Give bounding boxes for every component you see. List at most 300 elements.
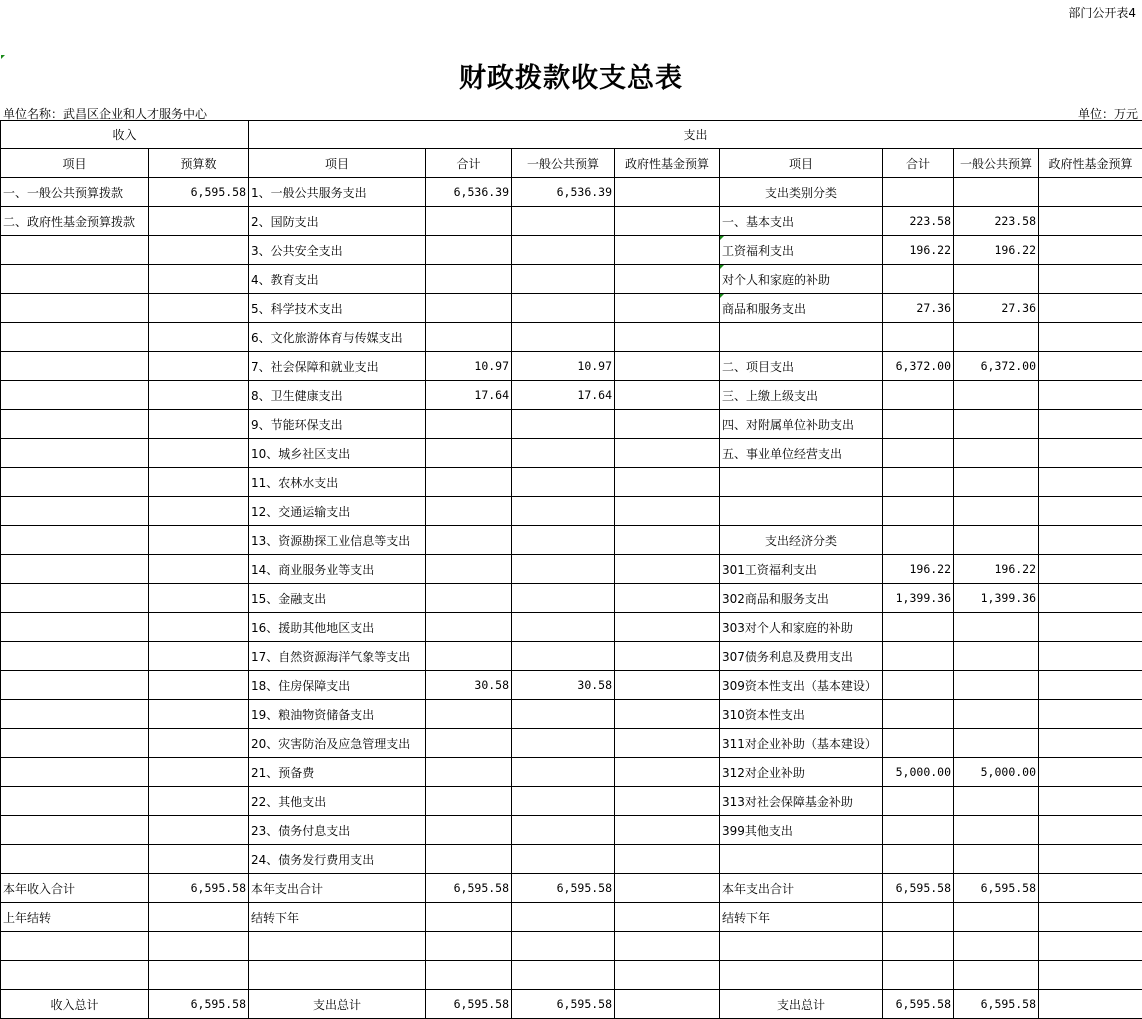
econ-general-cell: [954, 178, 1039, 207]
income-budget-cell: [149, 410, 249, 439]
income-budget-cell: [149, 236, 249, 265]
func-fund-cell: [615, 700, 720, 729]
econ-general-cell: 1,399.36: [954, 584, 1039, 613]
econ-fund-cell: [1039, 990, 1142, 1019]
income-item-cell: [1, 671, 149, 700]
econ-item-cell: 商品和服务支出: [720, 294, 883, 323]
econ-fund-cell: [1039, 700, 1142, 729]
func-general-cell: [512, 642, 615, 671]
income-budget-cell: [149, 961, 249, 990]
econ-general-cell: [954, 265, 1039, 294]
func-total-cell: 6,536.39: [426, 178, 512, 207]
income-budget-cell: [149, 468, 249, 497]
func-total-cell: [426, 555, 512, 584]
income-item-cell: [1, 729, 149, 758]
econ-item-cell: [720, 845, 883, 874]
table-row: [1, 816, 1142, 845]
income-budget-cell: [149, 352, 249, 381]
func-general-cell: [512, 294, 615, 323]
func-general-cell: [512, 758, 615, 787]
econ-general-cell: [954, 903, 1039, 932]
econ-total-cell: [883, 787, 954, 816]
func-total-cell: 17.64: [426, 381, 512, 410]
econ-general-cell: 6,595.58: [954, 874, 1039, 903]
func-total-cell: [426, 845, 512, 874]
econ-total-cell: [883, 497, 954, 526]
func-fund-header: 政府性基金预算: [615, 149, 720, 178]
econ-fund-cell: [1039, 642, 1142, 671]
func-fund-cell: [615, 642, 720, 671]
income-budget-cell: [149, 613, 249, 642]
func-total-cell: [426, 439, 512, 468]
income-item-cell: [1, 526, 149, 555]
func-total-cell: [426, 468, 512, 497]
income-item-cell: [1, 758, 149, 787]
econ-fund-cell: [1039, 961, 1142, 990]
econ-item-cell: 五、事业单位经营支出: [720, 439, 883, 468]
income-budget-cell: [149, 932, 249, 961]
econ-item-cell: 311对企业补助（基本建设）: [720, 729, 883, 758]
econ-general-cell: [954, 439, 1039, 468]
func-total-cell: [426, 497, 512, 526]
income-budget-cell: [149, 642, 249, 671]
income-item-header: 项目: [1, 149, 149, 178]
func-total-cell: [426, 642, 512, 671]
income-budget-cell: [149, 439, 249, 468]
func-general-cell: 30.58: [512, 671, 615, 700]
table-row: [1, 497, 1142, 526]
income-budget-cell: [149, 758, 249, 787]
func-general-cell: 6,595.58: [512, 874, 615, 903]
econ-total-cell: 27.36: [883, 294, 954, 323]
income-budget-cell: [149, 671, 249, 700]
func-fund-cell: [615, 410, 720, 439]
econ-total-cell: [883, 410, 954, 439]
income-budget-cell: [149, 381, 249, 410]
econ-general-cell: 6,372.00: [954, 352, 1039, 381]
econ-item-cell: [720, 323, 883, 352]
func-item-cell: 10、城乡社区支出: [249, 439, 426, 468]
income-item-cell: [1, 265, 149, 294]
func-general-cell: [512, 468, 615, 497]
econ-item-cell: 三、上缴上级支出: [720, 381, 883, 410]
econ-total-cell: [883, 845, 954, 874]
econ-general-cell: [954, 961, 1039, 990]
econ-total-cell: 196.22: [883, 555, 954, 584]
table-row: [1, 845, 1142, 874]
func-general-cell: [512, 555, 615, 584]
econ-general-cell: 223.58: [954, 207, 1039, 236]
econ-fund-cell: [1039, 613, 1142, 642]
func-fund-cell: [615, 526, 720, 555]
econ-total-cell: 6,595.58: [883, 874, 954, 903]
income-item-cell: [1, 323, 149, 352]
econ-item-header: 项目: [720, 149, 883, 178]
econ-fund-cell: [1039, 845, 1142, 874]
func-total-cell: [426, 207, 512, 236]
income-budget-cell: [149, 845, 249, 874]
econ-fund-cell: [1039, 816, 1142, 845]
income-budget-cell: [149, 729, 249, 758]
func-fund-cell: [615, 816, 720, 845]
header-row-sections: [1, 121, 1142, 149]
income-budget-cell: [149, 207, 249, 236]
income-item-cell: [1, 932, 149, 961]
table-row: [1, 758, 1142, 787]
econ-total-cell: [883, 381, 954, 410]
econ-item-cell: [720, 497, 883, 526]
econ-general-cell: [954, 642, 1039, 671]
func-fund-cell: [615, 439, 720, 468]
econ-item-cell: 303对个人和家庭的补助: [720, 613, 883, 642]
func-item-cell: 20、灾害防治及应急管理支出: [249, 729, 426, 758]
table-row: [1, 613, 1142, 642]
func-fund-cell: [615, 323, 720, 352]
income-budget-cell: [149, 265, 249, 294]
econ-item-cell: 302商品和服务支出: [720, 584, 883, 613]
func-fund-cell: [615, 845, 720, 874]
income-budget-cell: 6,595.58: [149, 874, 249, 903]
form-number-label: 部门公开表4: [1068, 6, 1136, 20]
econ-fund-cell: [1039, 468, 1142, 497]
econ-fund-cell: [1039, 410, 1142, 439]
func-total-cell: 30.58: [426, 671, 512, 700]
func-item-cell: 15、金融支出: [249, 584, 426, 613]
func-item-cell: 18、住房保障支出: [249, 671, 426, 700]
func-item-cell: 16、援助其他地区支出: [249, 613, 426, 642]
econ-fund-cell: [1039, 294, 1142, 323]
func-item-cell: 19、粮油物资储备支出: [249, 700, 426, 729]
func-fund-cell: [615, 584, 720, 613]
income-budget-cell: 6,595.58: [149, 990, 249, 1019]
func-fund-cell: [615, 207, 720, 236]
func-total-cell: [426, 410, 512, 439]
income-budget-cell: [149, 787, 249, 816]
func-item-cell: 23、债务付息支出: [249, 816, 426, 845]
income-item-cell: [1, 439, 149, 468]
func-general-cell: [512, 932, 615, 961]
econ-total-cell: [883, 903, 954, 932]
econ-total-cell: 5,000.00: [883, 758, 954, 787]
income-budget-header: 预算数: [149, 149, 249, 178]
func-general-cell: [512, 497, 615, 526]
econ-total-cell: [883, 439, 954, 468]
func-total-cell: 6,595.58: [426, 874, 512, 903]
econ-total-cell: [883, 265, 954, 294]
income-item-cell: [1, 381, 149, 410]
income-item-cell: [1, 961, 149, 990]
econ-item-cell: [720, 961, 883, 990]
income-budget-cell: [149, 584, 249, 613]
income-item-cell: [1, 816, 149, 845]
econ-general-cell: 5,000.00: [954, 758, 1039, 787]
func-total-cell: [426, 323, 512, 352]
income-item-cell: 二、政府性基金预算拨款: [1, 207, 149, 236]
func-total-cell: [426, 700, 512, 729]
func-general-cell: 10.97: [512, 352, 615, 381]
budget-table: [0, 120, 1142, 1019]
func-fund-cell: [615, 178, 720, 207]
income-item-cell: [1, 352, 149, 381]
econ-total-cell: 223.58: [883, 207, 954, 236]
func-general-cell: [512, 787, 615, 816]
func-general-cell: [512, 903, 615, 932]
income-item-cell: [1, 584, 149, 613]
func-item-cell: 24、债务发行费用支出: [249, 845, 426, 874]
table-row: [1, 352, 1142, 381]
econ-general-cell: [954, 410, 1039, 439]
func-item-cell: 11、农林水支出: [249, 468, 426, 497]
income-item-cell: [1, 845, 149, 874]
income-budget-cell: [149, 903, 249, 932]
func-fund-cell: [615, 787, 720, 816]
income-item-cell: [1, 410, 149, 439]
income-item-cell: [1, 613, 149, 642]
func-fund-cell: [615, 961, 720, 990]
income-budget-cell: [149, 526, 249, 555]
econ-general-cell: 27.36: [954, 294, 1039, 323]
func-fund-cell: [615, 265, 720, 294]
econ-fund-cell: [1039, 236, 1142, 265]
table-row: [1, 236, 1142, 265]
func-general-cell: 17.64: [512, 381, 615, 410]
page-title: 财政拨款收支总表: [459, 63, 683, 94]
func-item-cell: 2、国防支出: [249, 207, 426, 236]
econ-fund-cell: [1039, 265, 1142, 294]
econ-item-cell: 支出类别分类: [720, 178, 883, 207]
func-fund-cell: [615, 613, 720, 642]
econ-item-cell: 313对社会保障基金补助: [720, 787, 883, 816]
func-item-cell: 8、卫生健康支出: [249, 381, 426, 410]
econ-item-cell: 工资福利支出: [720, 236, 883, 265]
income-budget-cell: [149, 323, 249, 352]
econ-fund-cell: [1039, 381, 1142, 410]
income-item-cell: 本年收入合计: [1, 874, 149, 903]
econ-total-header: 合计: [883, 149, 954, 178]
func-general-cell: [512, 323, 615, 352]
func-item-cell: 21、预备费: [249, 758, 426, 787]
table-row: [1, 874, 1142, 903]
econ-total-cell: 6,595.58: [883, 990, 954, 1019]
func-item-cell: 本年支出合计: [249, 874, 426, 903]
func-fund-cell: [615, 468, 720, 497]
table-row: [1, 990, 1142, 1019]
econ-fund-cell: [1039, 526, 1142, 555]
func-fund-cell: [615, 932, 720, 961]
header-row-columns: [1, 149, 1142, 178]
income-item-cell: [1, 642, 149, 671]
econ-total-cell: [883, 816, 954, 845]
econ-general-cell: 196.22: [954, 236, 1039, 265]
func-fund-cell: [615, 294, 720, 323]
func-general-cell: [512, 729, 615, 758]
func-fund-cell: [615, 758, 720, 787]
econ-total-cell: [883, 729, 954, 758]
econ-general-cell: [954, 613, 1039, 642]
func-general-cell: [512, 816, 615, 845]
econ-item-cell: [720, 932, 883, 961]
func-item-cell: 1、一般公共服务支出: [249, 178, 426, 207]
income-budget-cell: [149, 555, 249, 584]
econ-fund-cell: [1039, 787, 1142, 816]
table-row: [1, 468, 1142, 497]
econ-fund-cell: [1039, 207, 1142, 236]
table-row: [1, 555, 1142, 584]
econ-general-cell: [954, 671, 1039, 700]
func-general-cell: [512, 236, 615, 265]
econ-total-cell: [883, 613, 954, 642]
func-fund-cell: [615, 903, 720, 932]
func-fund-cell: [615, 555, 720, 584]
econ-total-cell: 196.22: [883, 236, 954, 265]
func-total-cell: [426, 236, 512, 265]
econ-item-cell: 310资本性支出: [720, 700, 883, 729]
func-fund-cell: [615, 352, 720, 381]
table-row: [1, 671, 1142, 700]
econ-fund-cell: [1039, 178, 1142, 207]
econ-total-cell: 1,399.36: [883, 584, 954, 613]
econ-fund-cell: [1039, 932, 1142, 961]
econ-total-cell: [883, 323, 954, 352]
table-row: [1, 526, 1142, 555]
econ-total-cell: [883, 526, 954, 555]
econ-item-cell: 四、对附属单位补助支出: [720, 410, 883, 439]
econ-item-cell: 301工资福利支出: [720, 555, 883, 584]
econ-item-cell: 支出经济分类: [720, 526, 883, 555]
econ-item-cell: 结转下年: [720, 903, 883, 932]
func-general-cell: [512, 265, 615, 294]
func-item-header: 项目: [249, 149, 426, 178]
econ-item-cell: 307债务利息及费用支出: [720, 642, 883, 671]
income-item-cell: [1, 497, 149, 526]
table-row: [1, 729, 1142, 758]
func-total-cell: [426, 265, 512, 294]
econ-total-cell: [883, 468, 954, 497]
econ-total-cell: [883, 932, 954, 961]
func-item-cell: 6、文化旅游体育与传媒支出: [249, 323, 426, 352]
table-row: [1, 410, 1142, 439]
econ-general-cell: 6,595.58: [954, 990, 1039, 1019]
income-section-header: 收入: [1, 121, 249, 149]
func-item-cell: 5、科学技术支出: [249, 294, 426, 323]
income-item-cell: 一、一般公共预算拨款: [1, 178, 149, 207]
func-item-cell: [249, 961, 426, 990]
func-general-cell: [512, 584, 615, 613]
func-item-cell: [249, 932, 426, 961]
func-fund-cell: [615, 729, 720, 758]
func-general-cell: [512, 207, 615, 236]
table-row: [1, 207, 1142, 236]
econ-general-cell: 196.22: [954, 555, 1039, 584]
func-total-cell: [426, 787, 512, 816]
func-item-cell: 7、社会保障和就业支出: [249, 352, 426, 381]
econ-total-cell: [883, 178, 954, 207]
expense-section-header: 支出: [249, 121, 1142, 149]
func-fund-cell: [615, 236, 720, 265]
func-total-cell: 10.97: [426, 352, 512, 381]
econ-item-cell: 一、基本支出: [720, 207, 883, 236]
func-general-cell: 6,536.39: [512, 178, 615, 207]
econ-general-cell: [954, 497, 1039, 526]
econ-fund-cell: [1039, 758, 1142, 787]
func-total-cell: [426, 758, 512, 787]
econ-item-cell: 二、项目支出: [720, 352, 883, 381]
table-row: [1, 323, 1142, 352]
econ-fund-cell: [1039, 903, 1142, 932]
func-item-cell: 22、其他支出: [249, 787, 426, 816]
econ-general-cell: [954, 323, 1039, 352]
econ-item-cell: 对个人和家庭的补助: [720, 265, 883, 294]
econ-general-header: 一般公共预算: [954, 149, 1039, 178]
table-row: [1, 439, 1142, 468]
econ-fund-cell: [1039, 352, 1142, 381]
func-general-cell: [512, 526, 615, 555]
currency-unit-label: 单位：万元: [1077, 107, 1138, 121]
income-item-cell: [1, 700, 149, 729]
econ-fund-cell: [1039, 439, 1142, 468]
func-item-cell: 14、商业服务业等支出: [249, 555, 426, 584]
income-item-cell: 收入总计: [1, 990, 149, 1019]
econ-total-cell: [883, 700, 954, 729]
econ-item-cell: [720, 468, 883, 497]
func-fund-cell: [615, 671, 720, 700]
func-item-cell: 13、资源勘探工业信息等支出: [249, 526, 426, 555]
func-general-cell: [512, 439, 615, 468]
econ-fund-cell: [1039, 729, 1142, 758]
func-total-cell: [426, 613, 512, 642]
func-item-cell: 支出总计: [249, 990, 426, 1019]
income-item-cell: 上年结转: [1, 903, 149, 932]
table-row: [1, 903, 1142, 932]
func-total-cell: [426, 961, 512, 990]
func-total-cell: [426, 903, 512, 932]
func-fund-cell: [615, 874, 720, 903]
table-row: [1, 265, 1142, 294]
func-general-cell: 6,595.58: [512, 990, 615, 1019]
func-total-cell: [426, 932, 512, 961]
func-fund-cell: [615, 381, 720, 410]
func-general-header: 一般公共预算: [512, 149, 615, 178]
func-item-cell: 9、节能环保支出: [249, 410, 426, 439]
econ-fund-cell: [1039, 497, 1142, 526]
econ-general-cell: [954, 729, 1039, 758]
econ-item-cell: 309资本性支出（基本建设）: [720, 671, 883, 700]
func-general-cell: [512, 613, 615, 642]
func-general-cell: [512, 410, 615, 439]
func-item-cell: 结转下年: [249, 903, 426, 932]
econ-fund-cell: [1039, 555, 1142, 584]
func-general-cell: [512, 700, 615, 729]
func-general-cell: [512, 961, 615, 990]
econ-general-cell: [954, 787, 1039, 816]
econ-fund-cell: [1039, 671, 1142, 700]
econ-item-cell: 399其他支出: [720, 816, 883, 845]
econ-total-cell: 6,372.00: [883, 352, 954, 381]
table-row: [1, 700, 1142, 729]
table-row: [1, 178, 1142, 207]
func-total-header: 合计: [426, 149, 512, 178]
func-total-cell: [426, 526, 512, 555]
unit-name-label: 单位名称：武昌区企业和人才服务中心: [3, 107, 208, 121]
func-item-cell: 12、交通运输支出: [249, 497, 426, 526]
econ-fund-cell: [1039, 584, 1142, 613]
func-total-cell: [426, 584, 512, 613]
table-row: [1, 381, 1142, 410]
econ-total-cell: [883, 671, 954, 700]
econ-general-cell: [954, 468, 1039, 497]
econ-general-cell: [954, 700, 1039, 729]
func-total-cell: 6,595.58: [426, 990, 512, 1019]
